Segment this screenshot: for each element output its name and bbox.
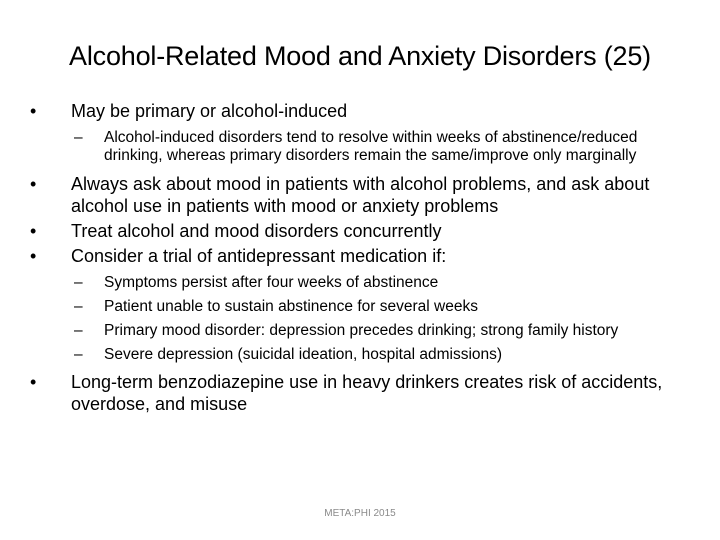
slide-body (30, 100, 680, 415)
sub-point-4-4 (30, 346, 680, 364)
bullet-point-5 (30, 371, 680, 415)
bullet-text: Long-term benzodiazepine use in heavy drinkers creates risk of accidents, overdose, and misuse (71, 372, 663, 414)
sub-point-4-3 (30, 322, 680, 340)
bullet-icon: • (30, 101, 37, 121)
dash-icon: – (74, 274, 83, 291)
bullet-text: Consider a trial of antidepressant medication if: (71, 246, 447, 266)
bullet-text: Always ask about mood in patients with alcohol problems, and ask about alcohol use in patients with mood or anxiety problems (71, 174, 650, 216)
sub-point-text: Patient unable to sustain abstinence for several weeks (104, 298, 478, 315)
bullet-point-1 (30, 100, 680, 122)
bullet-icon: • (30, 174, 37, 194)
sub-point-text: Alcohol-induced disorders tend to resolve within weeks of abstinence/reduced drinking, whereas primary disorders remain the same/improve only marginally (104, 129, 638, 164)
dash-icon: – (74, 322, 83, 339)
sub-point-4-1 (30, 274, 680, 292)
dash-icon: – (74, 129, 83, 146)
slide-title: Alcohol-Related Mood and Anxiety Disorders (25) (69, 41, 651, 71)
sub-point-1-1 (30, 129, 680, 165)
bullet-point-2 (30, 173, 680, 217)
sub-point-text: Severe depression (suicidal ideation, hospital admissions) (104, 346, 503, 363)
bullet-point-3 (30, 220, 680, 242)
dash-icon: – (74, 298, 83, 315)
bullet-text: Treat alcohol and mood disorders concurrently (71, 221, 442, 241)
bullet-icon: • (30, 246, 37, 266)
bullet-text: May be primary or alcohol-induced (71, 101, 348, 121)
dash-icon: – (74, 346, 83, 363)
bullet-icon: • (30, 221, 37, 241)
sub-point-text: Primary mood disorder: depression precedes drinking; strong family history (104, 322, 619, 339)
bullet-icon: • (30, 372, 37, 392)
sub-point-text: Symptoms persist after four weeks of abstinence (104, 274, 439, 291)
bullet-point-4 (30, 245, 680, 267)
sub-point-4-2 (30, 298, 680, 316)
slide-footer: META:PHI 2015 (324, 508, 396, 519)
